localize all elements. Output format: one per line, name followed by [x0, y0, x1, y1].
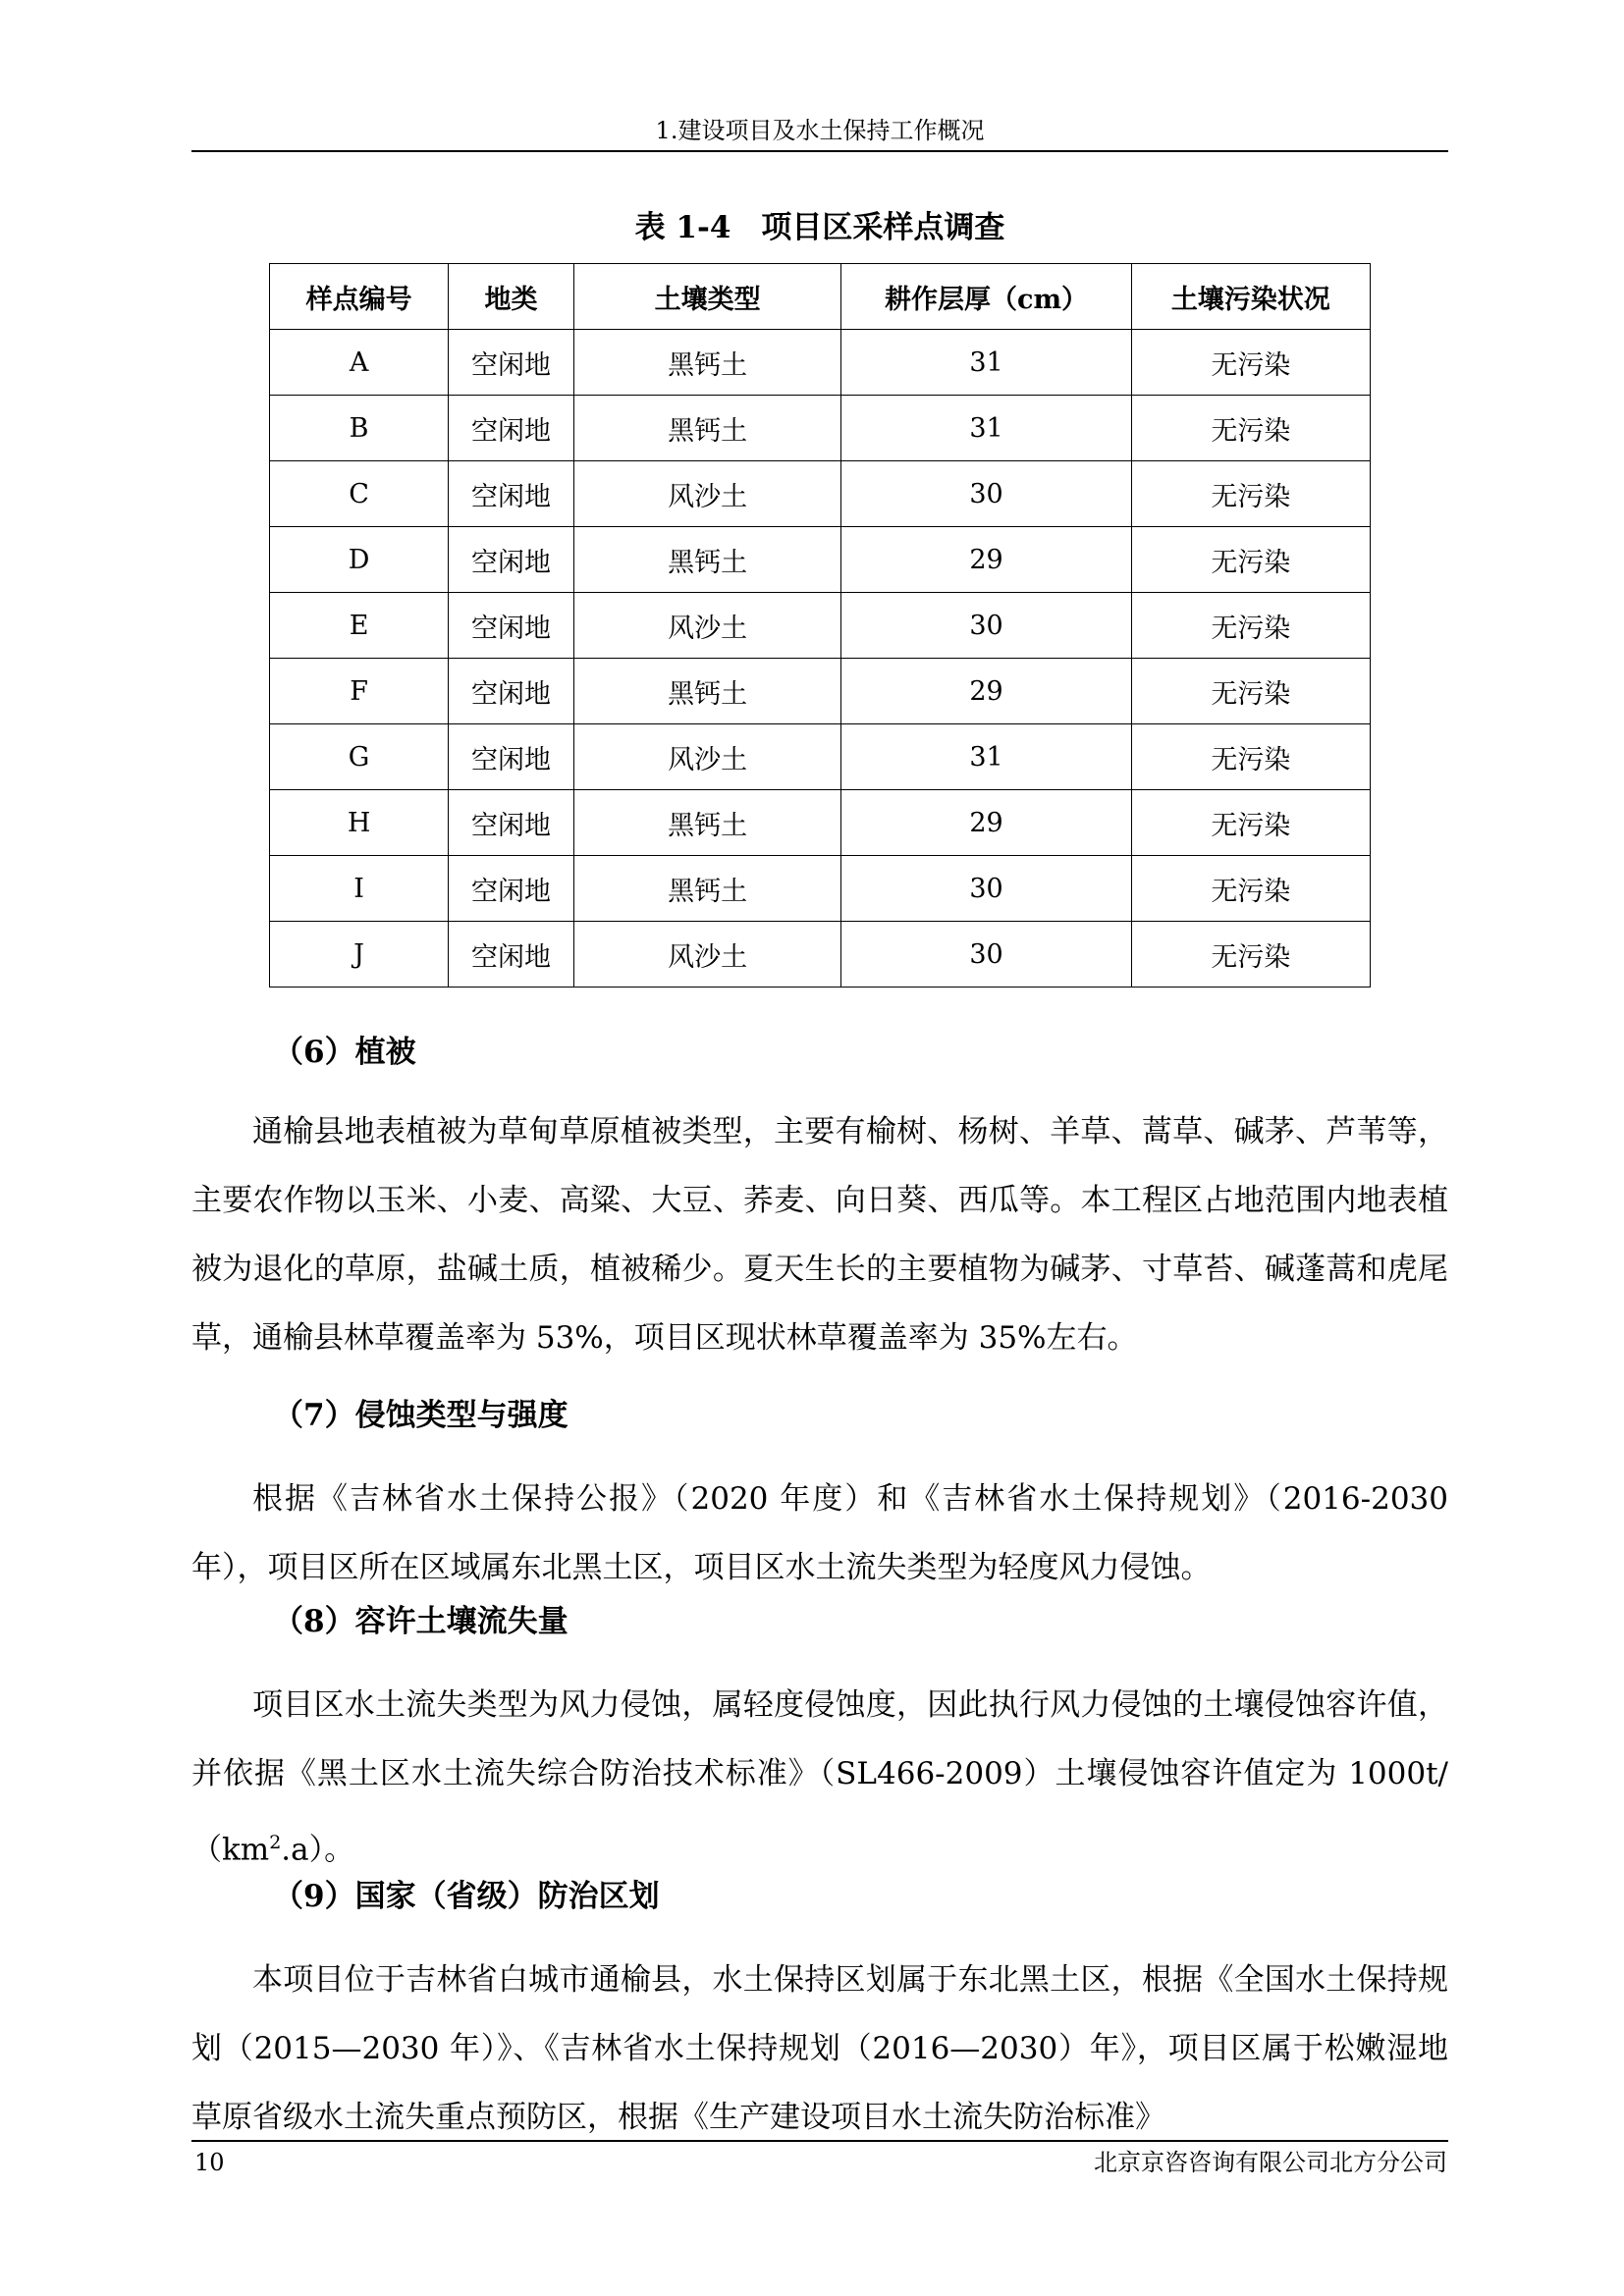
- table-row: [270, 330, 1371, 396]
- table-cell: 无污染: [1131, 922, 1370, 988]
- table-cell: B: [270, 396, 449, 461]
- running-header: 1.建设项目及水土保持工作概况: [655, 117, 985, 144]
- table-cell: 黑钙土: [573, 856, 841, 922]
- table-row: [270, 527, 1371, 593]
- paragraph-vegetation: 通榆县地表植被为草甸草原植被类型，主要有榆树、杨树、羊草、蒿草、碱茅、芦苇等，主要农作物以玉米、小麦、高粱、大豆、荞麦、向日葵、西瓜等。本工程区占地范围内地表植被为退化的草原，盐碱土质，植被稀少。夏天生长的主要植物为碱茅、寸草苔、碱蓬蒿和虎尾草，通榆县林草覆盖率为 53%，项目区现状林草覆盖率为 35%左右。: [191, 1114, 1448, 1356]
- column-header: 土壤污染状况: [1131, 264, 1370, 330]
- table-cell: 无污染: [1131, 330, 1370, 396]
- section-heading-erosion: （7）侵蚀类型与强度: [273, 1398, 568, 1433]
- table-row: [270, 856, 1371, 922]
- footer-company: 北京京咨咨询有限公司北方分公司: [1094, 2149, 1447, 2176]
- table-cell: 空闲地: [449, 790, 574, 856]
- table-cell: 空闲地: [449, 856, 574, 922]
- table-cell: A: [270, 330, 449, 396]
- column-header: 地类: [449, 264, 574, 330]
- table-cell: C: [270, 461, 449, 527]
- table-cell: J: [270, 922, 449, 988]
- table-cell: 无污染: [1131, 856, 1370, 922]
- table-cell: 空闲地: [449, 724, 574, 790]
- table-cell: E: [270, 593, 449, 659]
- table-cell: 无污染: [1131, 593, 1370, 659]
- table-cell: 无污染: [1131, 659, 1370, 724]
- table-cell: 黑钙土: [573, 659, 841, 724]
- table-cell: 30: [841, 593, 1131, 659]
- table-cell: 空闲地: [449, 461, 574, 527]
- section-heading-zoning: （9）国家（省级）防治区划: [273, 1879, 660, 1914]
- sampling-survey-table: [269, 263, 1371, 988]
- table-cell: 黑钙土: [573, 527, 841, 593]
- table-row: [270, 790, 1371, 856]
- table-cell: 空闲地: [449, 527, 574, 593]
- paragraph-zoning: 本项目位于吉林省白城市通榆县，水土保持区划属于东北黑土区，根据《全国水土保持规划（2015—2030 年）》、《吉林省水土保持规划（2016—2030）年》，项目区属于松嫩湿地草原省级水土流失重点预防区，根据《生产建设项目水土流失防治标准》: [191, 1962, 1448, 2135]
- paragraph-soil-loss: [191, 1671, 1448, 1884]
- column-header: 样点编号: [270, 264, 449, 330]
- soil-loss-text-end: .a）。: [281, 1832, 355, 1868]
- table-header-row: [270, 264, 1371, 330]
- table-cell: 31: [841, 330, 1131, 396]
- table-cell: 30: [841, 856, 1131, 922]
- table-cell: 29: [841, 659, 1131, 724]
- table-cell: 空闲地: [449, 922, 574, 988]
- table-cell: 黑钙土: [573, 396, 841, 461]
- table-cell: 无污染: [1131, 527, 1370, 593]
- table-row: [270, 593, 1371, 659]
- table-cell: 空闲地: [449, 593, 574, 659]
- column-header: 耕作层厚（cm）: [841, 264, 1131, 330]
- table-cell: I: [270, 856, 449, 922]
- table-cell: 空闲地: [449, 659, 574, 724]
- table-cell: 空闲地: [449, 396, 574, 461]
- table-cell: 无污染: [1131, 790, 1370, 856]
- soil-loss-text: 项目区水土流失类型为风力侵蚀，属轻度侵蚀度，因此执行风力侵蚀的土壤侵蚀容许值，并依据《黑土区水土流失综合防治技术标准》（SL466-2009）土壤侵蚀容许值定为 1000t/（km: [191, 1687, 1448, 1868]
- table-cell: 风沙土: [573, 724, 841, 790]
- table-cell: 29: [841, 527, 1131, 593]
- table-body: [270, 330, 1371, 988]
- section-heading-vegetation: （6）植被: [273, 1035, 416, 1070]
- table-cell: 无污染: [1131, 396, 1370, 461]
- table-row: [270, 659, 1371, 724]
- table-cell: 风沙土: [573, 593, 841, 659]
- superscript-2: 2: [269, 1832, 282, 1853]
- table-cell: 31: [841, 396, 1131, 461]
- table-cell: 风沙土: [573, 461, 841, 527]
- header-rule: [191, 150, 1448, 152]
- footer-rule: [191, 2140, 1448, 2142]
- section-heading-soil-loss: （8）容许土壤流失量: [273, 1604, 568, 1639]
- table-title: 表 1-4 项目区采样点调查: [634, 210, 1005, 245]
- table-cell: H: [270, 790, 449, 856]
- paragraph-erosion: 根据《吉林省水土保持公报》（2020 年度）和《吉林省水土保持规划》（2016-2030 年），项目区所在区域属东北黑土区，项目区水土流失类型为轻度风力侵蚀。: [191, 1481, 1448, 1585]
- table-row: [270, 922, 1371, 988]
- table-cell: 风沙土: [573, 922, 841, 988]
- table-cell: 黑钙土: [573, 330, 841, 396]
- table-cell: 30: [841, 922, 1131, 988]
- table-cell: F: [270, 659, 449, 724]
- table-row: [270, 724, 1371, 790]
- table-cell: 无污染: [1131, 461, 1370, 527]
- table-cell: 黑钙土: [573, 790, 841, 856]
- column-header: 土壤类型: [573, 264, 841, 330]
- table-cell: 31: [841, 724, 1131, 790]
- table-cell: 29: [841, 790, 1131, 856]
- page-number: 10: [194, 2149, 225, 2176]
- table-cell: 无污染: [1131, 724, 1370, 790]
- table-cell: D: [270, 527, 449, 593]
- table-row: [270, 396, 1371, 461]
- table-cell: 空闲地: [449, 330, 574, 396]
- table-cell: G: [270, 724, 449, 790]
- table-row: [270, 461, 1371, 527]
- table-cell: 30: [841, 461, 1131, 527]
